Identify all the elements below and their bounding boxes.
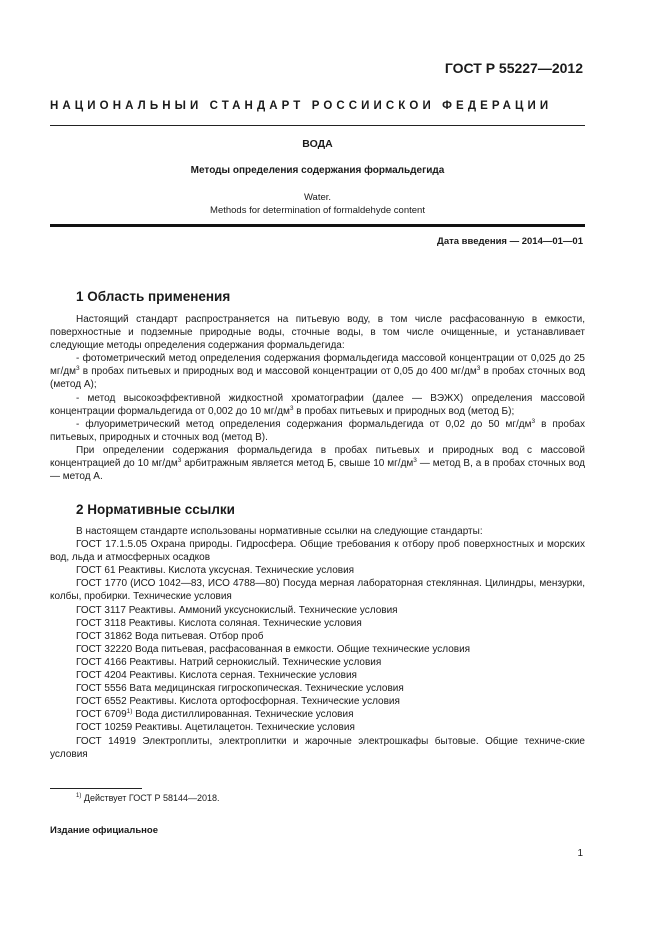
reference-item: ГОСТ 4166 Реактивы. Натрий сернокислый. Технические условия xyxy=(76,656,382,668)
title-divider xyxy=(50,224,585,227)
reference-item: ГОСТ 1770 (ИСО 1042—83, ИСО 4788—80) Посуда мерная лабораторная стеклянная. Цилиндры, мензурки, колбы, пробирки. Технические условия xyxy=(50,578,585,603)
reference-item: ГОСТ 31862 Вода питьевая. Отбор проб xyxy=(76,630,264,642)
reference-item: ГОСТ 17.1.5.05 Охрана природы. Гидросфера. Общие требования к отбору проб поверхностных и морских вод, льда и атмосферных осадков xyxy=(50,539,585,564)
document-title: ВОДА xyxy=(302,138,333,150)
reference-item: ГОСТ 4204 Реактивы. Кислота серная. Технические условия xyxy=(76,670,357,682)
edition-label: Издание официальное xyxy=(50,825,158,836)
reference-item: ГОСТ 3118 Реактивы. Кислота соляная. Технические условия xyxy=(76,617,362,629)
reference-item: ГОСТ 61 Реактивы. Кислота уксусная. Технические условия xyxy=(76,565,355,577)
english-subtitle: Methods for determination of formaldehyde content xyxy=(210,205,425,216)
introduction-date: Дата введения — 2014—01—01 xyxy=(437,236,583,247)
national-standard-title: НАЦИОНАЛЬНЫЙ СТАНДАРТ РОССИЙСКОЙ ФЕДЕРАЦИИ xyxy=(50,100,553,112)
reference-item: ГОСТ 32220 Вода питьевая, расфасованная в емкости. Общие технические условия xyxy=(76,643,471,655)
reference-item-gost-6709: ГОСТ 6709$^{1)}$ Вода дистиллированная. Технические условия xyxy=(76,708,354,721)
scope-paragraph: Настоящий стандарт распространяется на питьевую воду, в том числе расфасованную в емкости, поверхностные и подземные природные воды, сточные воды, в том числе очищенные, и устанавливает следующие методы определения содержания формальдегида: xyxy=(50,314,585,352)
english-title: Water. xyxy=(303,192,332,203)
reference-item: ГОСТ 3117 Реактивы. Аммоний уксуснокислый. Технические условия xyxy=(76,604,398,616)
section-1-body xyxy=(50,313,585,483)
section-1-heading: 1 Область применения xyxy=(76,289,231,304)
gost-number: ГОСТ Р 55227—2012 xyxy=(444,60,583,76)
reference-item: ГОСТ 10259 Реактивы. Ацетилацетон. Технические условия xyxy=(76,722,355,734)
footnote-divider xyxy=(50,788,142,789)
section-2-heading: 2 Нормативные ссылки xyxy=(76,502,235,517)
arbitration-paragraph: При определении содержания формальдегида в пробах питьевых и природных вод с массовой концентрацией до 10 $мг/дм^3$ арбитражным является метод Б, свыше 10 $мг/дм^3$ — метод В, а в пробах сточных вод — метод А. xyxy=(50,444,585,483)
document-subtitle: Методы определения содержания формальдегида xyxy=(190,165,445,176)
method-v-item: - флуориметрический метод определения содержания формальдегида от 0,02 до 50 $мг/дм^3$ в пробах питьевых, природных и сточных вод (метод В). xyxy=(50,417,585,443)
header-divider xyxy=(50,125,585,126)
references-intro: В настоящем стандарте использованы нормативные ссылки на следующие стандарты: xyxy=(76,526,483,537)
page-number: 1 xyxy=(577,848,583,859)
section-2-body xyxy=(50,525,585,761)
reference-item: ГОСТ 6552 Реактивы. Кислота ортофосфорная. Технические условия xyxy=(76,696,400,708)
method-b-item: - метод высокоэффективной жидкостной хроматографии (далее — ВЭЖХ) определения массовой концентрации формальдегида от 0,002 до 10 $мг/дм^3$ в пробах питьевых и природных вод (метод Б); xyxy=(50,392,585,417)
method-a-item: - фотометрический метод определения содержания формальдегида массовой концентрации от 0,025 до 25 $мг/дм^3$ в пробах питьевых и природных вод и массовой концентрации от 0,05 до 400 $мг/дм^3$ в пробах сточных вод (метод А); xyxy=(50,353,585,391)
footnote: $^{1)}$ Действует ГОСТ Р 58144—2018. xyxy=(76,793,220,803)
reference-item: ГОСТ 5556 Вата медицинская гигроскопическая. Технические условия xyxy=(76,683,404,695)
reference-item: ГОСТ 14919 Электроплиты, электроплитки и жарочные электрошкафы бытовые. Общие техниче-ские условия xyxy=(50,735,585,760)
